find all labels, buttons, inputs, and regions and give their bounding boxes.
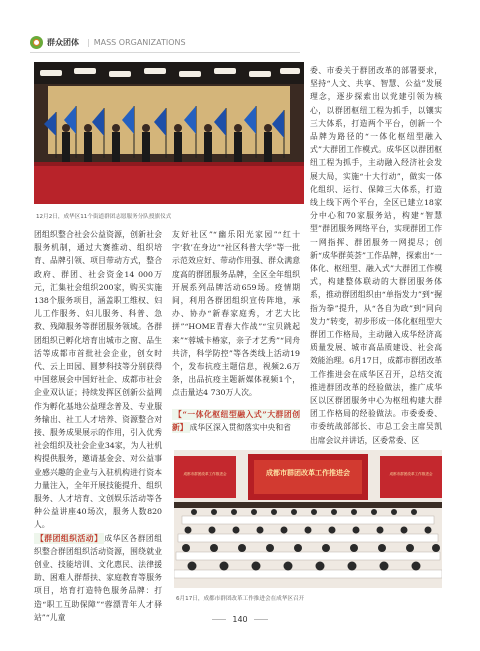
col2-p2-body: 成华区深入贯彻落实中央和省	[189, 422, 291, 432]
mass-org-logo-icon	[30, 36, 43, 49]
section-header	[30, 36, 186, 49]
col1-paragraph-1: 团组织整合社会公益资源，创新社会服务机制，通过大赛推动、组织培育、品牌引领、项目带动方式，整合政府、群团、社会资金14 000万元，汇集社会组织200家，购买实施138个服务项目，涵盖职工维权、妇儿工作服务、妇儿服务、科普、急救、残障服务等群团服务领域。各群团组织已孵化培育出城市之窗、品生活等成都市首批社会企业，创女时代、云上田园、圆梦科技等分别获得中国慈展会中国好社企、成都市社会企业双认证；持续发挥区创新公益网作为孵化基地公益理念普及、专业服务输出、社工人才培养、资源整合对接、服务成果展示的作用，引入优秀社会组织及社会企业34家，为人社机构提供服务，邀请基金会、对公益事业感兴趣的企业与入驻机构进行资本力量注入，全年开展技能提升、组织服务、人才培育、文创娱乐活动等各种公益讲座40场次，服务人数820人。	[34, 230, 162, 530]
col1-section-head: 【群团组织活动】	[36, 533, 103, 543]
header-divider	[30, 52, 300, 53]
photo2-caption: 6月17日，成都市群团改革工作推进会在成华区召开	[176, 596, 305, 602]
column-1	[34, 228, 162, 624]
header-separator: |	[87, 38, 90, 47]
col2-paragraph-2	[172, 408, 300, 434]
meeting-side-banner-left: 成都市群团改革工作推进会	[183, 472, 227, 476]
section-title-cn: 群众团体	[47, 38, 79, 47]
page-number	[0, 615, 480, 624]
col2-section-head: 【“一体化枢纽型融入式”大群团创新】	[172, 409, 300, 432]
col3-paragraph-1: 委、市委关于群团改革的部署要求，坚持“人文、共享、智慧、公益”发展理念，逐步探索出以党建引领为核心，以群团枢纽工程为抓手，以镶实三大体系，打造两个平台，创新一个品牌为路径的“一体化枢纽型融入式”大群团工作模式。成华区以群团枢纽工程为抓手，主动融入经济社会发展大局，实施“十大行动”，做实一体化组织、运行、保障三大体系，打造线上线下两个平台，全区已建立18家分中心和70家服务站，构建“智慧型”群团服务网络平台，实现群团工作一网指挥、群团服务一网提尽；创新“成华群英荟”工作品牌，探索出“一体化、枢纽型、融入式”大群团工作模式，构建整体联动的大群团服务体系，推动群团组织由“单指发力”到“握指为拳”提升，从“各自为政”到“同向发力”转变，初步形成一体化枢纽型大群团工作格局，主动融入成华经济高质量发展、城市高品质建设、社会高效能治理。6月17日，成都市群团改革工作推进会在成华区召开，总结交流推进群团改革的经验做法，推广成华区以区群团服务中心为枢纽构建大群团工作格局的经验做法。市委委委、市委统战部部长、市总工会主席吴凯出席会议并讲话，区委常委、区	[310, 66, 442, 445]
flag-ceremony-photo	[34, 62, 304, 204]
column-3	[310, 64, 442, 447]
section-title-en: MASS ORGANIZATIONS	[93, 38, 186, 47]
column-2	[172, 228, 300, 434]
meeting-banner-text: 成都市群团改革工作推进会	[266, 469, 350, 477]
col2-paragraph-1: 友好社区”“幽乐阳光家园”“红十字‘救’在身边”“社区科普大学”等一批示范效应好、带动作用强、群众满意度高的群团服务品牌，全区全年组织开展系列品牌活动659场。疫情期间，利用各群团组织宣传阵地，承办、协办“新春家庭秀，才艺大比拼”“HOME青春大作战”“宝贝跳起来”“蓉城卡椿家，亲子才艺秀”“同舟共济，科学防控”等各类线上活动19个，发布抗疫主题信息，视频2.6万条，出品抗疫主题新媒体视频1个，点击量达4 730万人次。	[172, 230, 300, 398]
photo1-caption: 12月2日，成华区11个街道群团志愿服务分队授旗仪式	[36, 214, 172, 220]
page-number-value: 140	[232, 615, 248, 624]
meeting-side-banner-right: 成都市群团改革工作推进会	[389, 472, 433, 476]
meeting-hall-photo	[174, 450, 442, 588]
col1-p2-body: 成华区各群团组织整合群团组织活动资源，围绕就业创业、技能培训、文化惠民、法律援助、困难人群帮扶、家庭教育等服务项目，培育打造特色服务品牌：打造“职工互助保障”“蓉漂青年人才驿站”“儿童	[34, 533, 163, 622]
col1-paragraph-2	[34, 532, 162, 624]
